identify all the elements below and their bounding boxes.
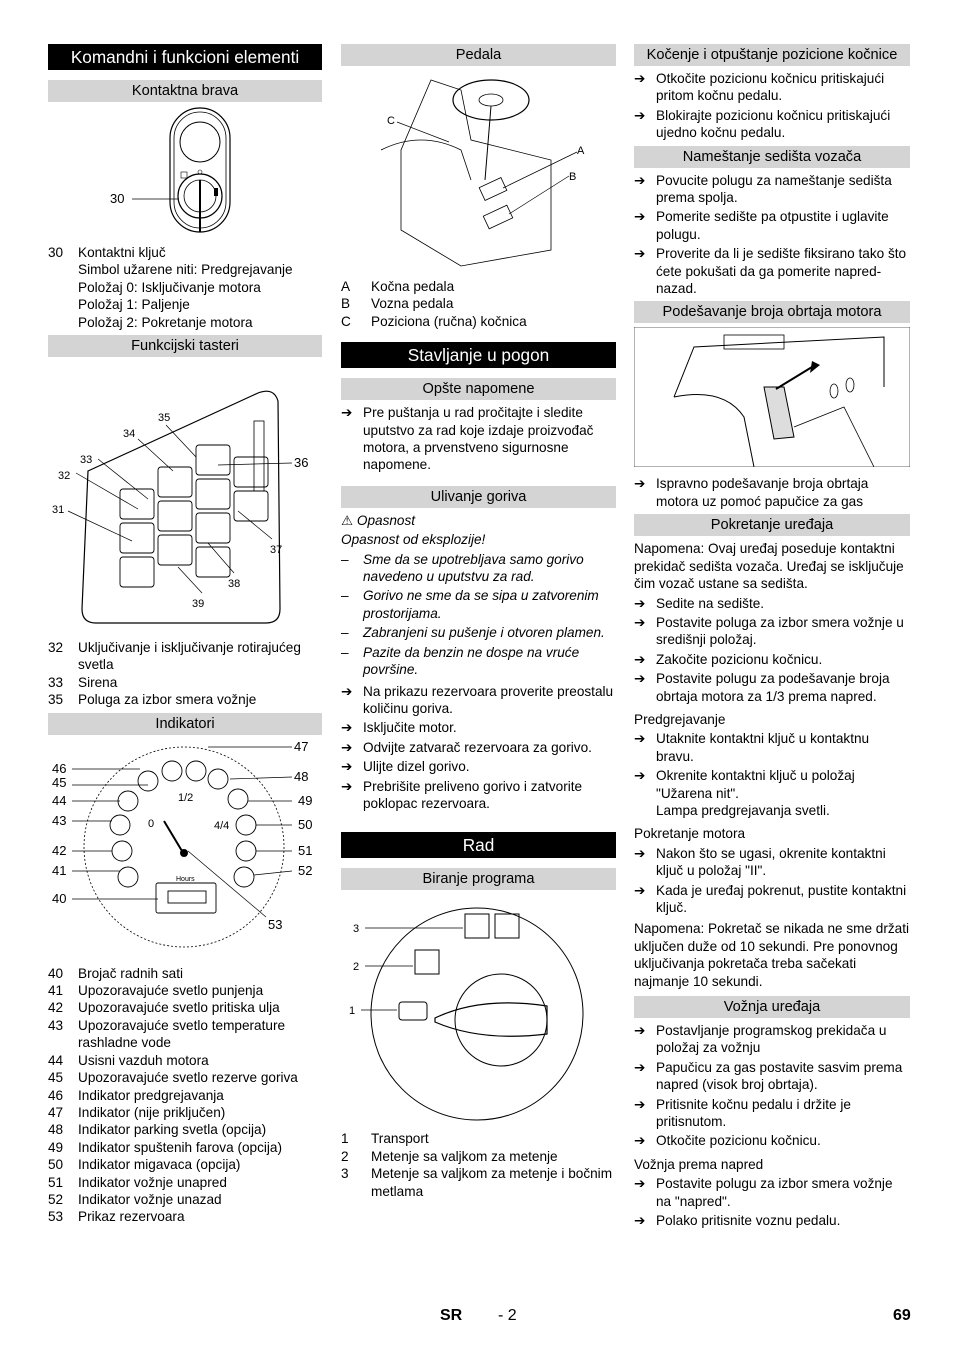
column-3 bbox=[634, 44, 910, 1234]
step-text: Okrenite kontaktni ključ u položaj "Užarena nit". Lampa predgrejavanja svetli. bbox=[656, 768, 855, 818]
legend-text: Kontaktni ključ Simbol užarene niti: Predgrejavanje Položaj 0: Isključivanje motora Položaj 1: Paljenje Položaj 2: Pokretanje motora bbox=[78, 245, 293, 330]
warning-text: Pazite da benzin ne dospe na vruće površine. bbox=[363, 644, 580, 678]
legend-text: Upozoravajuće svetlo punjenja bbox=[78, 983, 264, 999]
step-item bbox=[634, 670, 910, 705]
step-text: Isključite motor. bbox=[363, 720, 457, 736]
callout-3: 3 bbox=[353, 923, 360, 936]
arrow-icon: ➔ bbox=[634, 1133, 646, 1149]
legend-number: 40 bbox=[48, 965, 64, 981]
step-item bbox=[341, 778, 616, 813]
legend-number: 49 bbox=[48, 1139, 64, 1155]
step-item bbox=[634, 475, 910, 510]
arrow-icon: ➔ bbox=[634, 246, 646, 262]
legend-text: Indikator vožnje unapred bbox=[78, 1174, 227, 1190]
gauge-half-label: 1/2 bbox=[178, 791, 194, 804]
contact-lock-drawing bbox=[48, 106, 322, 236]
step-item bbox=[634, 245, 910, 297]
arrow-icon: ➔ bbox=[634, 614, 646, 630]
callout-a: A bbox=[577, 145, 585, 157]
step-text: Nakon što se ugasi, okrenite kontaktni ključ u položaj "II". bbox=[656, 845, 886, 879]
legend-item bbox=[48, 1104, 322, 1121]
engine-start-label: Pokretanje motora bbox=[634, 826, 746, 842]
danger-line bbox=[341, 512, 616, 529]
step-item bbox=[341, 683, 616, 718]
arrow-icon: ➔ bbox=[341, 739, 353, 755]
callout-c: C bbox=[387, 115, 395, 127]
step-item bbox=[634, 208, 910, 243]
callout-b: B bbox=[569, 171, 577, 183]
step-item bbox=[341, 739, 616, 756]
arrow-icon: ➔ bbox=[634, 71, 646, 86]
step-text: Utaknite kontaktni ključ u kontaktnu bravu. bbox=[656, 731, 870, 764]
legend-text: Poziciona (ručna) kočnica bbox=[371, 313, 527, 329]
legend-text: Upozoravajuće svetlo temperature rashladne vode bbox=[78, 1017, 286, 1051]
warning-item bbox=[341, 644, 616, 679]
callout-35: 35 bbox=[158, 412, 171, 425]
heading-indicators: Indikatori bbox=[48, 713, 322, 735]
legend-number: 42 bbox=[48, 1000, 64, 1016]
callout-48: 48 bbox=[294, 768, 309, 784]
legend-number: 44 bbox=[48, 1052, 64, 1068]
arrow-icon: ➔ bbox=[634, 882, 646, 898]
legend-item bbox=[341, 278, 616, 295]
engine-start-steps bbox=[634, 845, 910, 917]
legend-text: Indikator vožnje unazad bbox=[78, 1191, 222, 1207]
heading-fuel: Ulivanje goriva bbox=[341, 486, 616, 508]
legend-text: Usisni vazduh motora bbox=[78, 1052, 209, 1068]
legend-text: Sirena bbox=[78, 674, 118, 690]
legend-item bbox=[48, 1087, 322, 1104]
callout-30: 30 bbox=[110, 191, 125, 206]
arrow-icon: ➔ bbox=[634, 1176, 646, 1192]
legend-number: 30 bbox=[48, 245, 64, 260]
legend-text: Brojač radnih sati bbox=[78, 965, 184, 981]
legend-text: Indikator parking svetla (opcija) bbox=[78, 1122, 267, 1138]
warning-item bbox=[341, 624, 616, 641]
callout-47: 47 bbox=[294, 738, 309, 754]
callout-36: 36 bbox=[294, 455, 309, 471]
heading-pedals: Pedala bbox=[341, 44, 616, 66]
arrow-icon: ➔ bbox=[634, 1213, 646, 1229]
legend-number: 33 bbox=[48, 674, 64, 690]
function-keys-legend bbox=[48, 639, 322, 709]
figure-function-keys bbox=[48, 361, 322, 631]
heading-contact-lock: Kontaktna brava bbox=[48, 80, 322, 102]
legend-item bbox=[48, 1191, 322, 1208]
step-item bbox=[634, 614, 910, 649]
hours-label: Hours bbox=[176, 875, 195, 883]
step-text: Povucite polugu za nameštanje sedišta prema spolja. bbox=[656, 172, 892, 206]
step-text: Ispravno podešavanje broja obrtaja motora uz pomoć papučice za gas bbox=[656, 476, 869, 509]
callout-39: 39 bbox=[192, 598, 205, 611]
fuel-warnings bbox=[341, 551, 616, 679]
warning-icon: ⚠ bbox=[341, 512, 354, 528]
arrow-icon: ➔ bbox=[634, 845, 646, 861]
step-text: Pre puštanja u rad pročitajte i sledite uputstvo za rad koje izdaje proizvođač motora, a prvenstveno sigurnosne napomene. bbox=[363, 405, 594, 473]
step-text: Ulijte dizel gorivo. bbox=[363, 759, 470, 775]
legend-number: 51 bbox=[48, 1174, 64, 1190]
legend-item bbox=[48, 1208, 322, 1225]
legend-item bbox=[48, 965, 322, 982]
step-text: Papučicu za gas postavite sasvim prema napred (visok broj obrtaja). bbox=[656, 1059, 903, 1093]
arrow-icon: ➔ bbox=[634, 731, 646, 747]
legend-item bbox=[48, 1052, 322, 1069]
legend-number: 50 bbox=[48, 1157, 64, 1173]
forward-label: Vožnja prema napred bbox=[634, 1156, 764, 1172]
indicators-drawing bbox=[48, 739, 322, 957]
arrow-icon: ➔ bbox=[341, 759, 353, 775]
step-text: Otkočite pozicionu kočnicu. bbox=[656, 1133, 821, 1149]
heading-seat: Nameštanje sedišta vozača bbox=[634, 146, 910, 168]
preheat-steps bbox=[634, 730, 910, 819]
legend-text: Prikaz rezervoara bbox=[78, 1209, 185, 1225]
legend-text: Vozna pedala bbox=[371, 296, 454, 312]
legend-number: 2 bbox=[341, 1148, 349, 1164]
step-text: Otkočite pozicionu kočnicu pritiskajući pritom kočnu pedalu. bbox=[656, 71, 885, 104]
callout-41: 41 bbox=[52, 862, 67, 878]
legend-item bbox=[48, 999, 322, 1016]
callout-1: 1 bbox=[349, 1005, 356, 1018]
figure-indicators bbox=[48, 739, 322, 957]
arrow-icon: ➔ bbox=[341, 405, 353, 421]
step-text: Blokirajte pozicionu kočnicu pritiskajući ujedno kočnu pedalu. bbox=[656, 107, 891, 141]
figure-program-switch bbox=[341, 894, 616, 1122]
forward-steps bbox=[634, 1175, 910, 1229]
dash-mark: – bbox=[341, 551, 349, 567]
section-title-operation: Rad bbox=[341, 832, 616, 858]
danger-label: Opasnost bbox=[356, 512, 416, 528]
legend-text: Upozoravajuće svetlo pritiska ulja bbox=[78, 1000, 280, 1016]
legend-number: B bbox=[341, 296, 351, 312]
step-text: Postavite polugu za izbor smera vožnje na "napred". bbox=[656, 1176, 893, 1209]
legend-number: 53 bbox=[48, 1209, 64, 1225]
legend-item bbox=[48, 1156, 322, 1173]
arrow-icon: ➔ bbox=[634, 651, 646, 667]
step-text: Pomerite sedište pa otpustite i uglavite polugu. bbox=[656, 209, 889, 242]
step-item bbox=[634, 845, 910, 880]
starter-note: Napomena: Pokretač se nikada ne sme držati uključen duže od 10 sekundi. Pre ponovnog uključivanja pokretača treba sačekati najmanje 10 sekundi. bbox=[634, 921, 910, 989]
callout-51: 51 bbox=[298, 842, 313, 858]
legend-text: Poluga za izbor smera vožnje bbox=[78, 692, 257, 708]
callout-37: 37 bbox=[270, 544, 283, 557]
section-title-controls: Komandni i funkcioni elementi bbox=[48, 44, 322, 70]
callout-38: 38 bbox=[228, 578, 241, 591]
legend-item bbox=[48, 639, 322, 674]
legend-item bbox=[48, 674, 322, 691]
arrow-icon: ➔ bbox=[634, 1096, 646, 1112]
legend-text: Transport bbox=[371, 1131, 429, 1147]
rpm-steps bbox=[634, 475, 910, 510]
step-text: Kada je uređaj pokrenut, pustite kontaktni ključ. bbox=[656, 882, 907, 915]
step-text: Proverite da li je sedište fiksirano tako što ćete pokušati da ga pomerite napred-nazad. bbox=[656, 246, 907, 297]
step-text: Sedite na sedište. bbox=[656, 595, 765, 611]
step-item bbox=[634, 1132, 910, 1149]
legend-item bbox=[341, 1148, 616, 1165]
preheat-label: Predgrejavanje bbox=[634, 711, 726, 727]
legend-item bbox=[48, 1174, 322, 1191]
legend-text: Indikator migavaca (opcija) bbox=[78, 1157, 241, 1173]
callout-40: 40 bbox=[52, 890, 67, 906]
step-item bbox=[634, 1175, 910, 1210]
step-text: Odvijte zatvarač rezervoara za gorivo. bbox=[363, 739, 592, 755]
dash-mark: – bbox=[341, 588, 349, 604]
legend-item bbox=[48, 1017, 322, 1052]
step-item bbox=[634, 172, 910, 207]
pedals-drawing bbox=[341, 70, 616, 270]
callout-2: 2 bbox=[353, 961, 360, 974]
callout-34: 34 bbox=[123, 428, 136, 441]
heading-program-selection: Biranje programa bbox=[341, 868, 616, 890]
explosion-warning: Opasnost od eksplozije! bbox=[341, 532, 486, 548]
arrow-icon: ➔ bbox=[634, 595, 646, 611]
step-item bbox=[634, 107, 910, 142]
callout-52: 52 bbox=[298, 862, 313, 878]
step-text: Prebrišite preliveno gorivo i zatvorite poklopac rezervoara. bbox=[363, 778, 583, 811]
step-text: Na prikazu rezervoara proverite preostalu količinu goriva. bbox=[363, 683, 614, 716]
arrow-icon: ➔ bbox=[634, 1023, 646, 1039]
legend-text: Kočna pedala bbox=[371, 279, 455, 294]
legend-item bbox=[48, 982, 322, 999]
legend-text: Indikator spuštenih farova (opcija) bbox=[78, 1139, 283, 1155]
step-item bbox=[634, 730, 910, 765]
step-text: Polako pritisnite voznu pedalu. bbox=[656, 1213, 841, 1229]
footer-language: SR bbox=[440, 1307, 463, 1324]
step-item bbox=[634, 595, 910, 612]
start-steps bbox=[634, 595, 910, 705]
legend-number: 52 bbox=[48, 1191, 64, 1207]
step-item bbox=[341, 719, 616, 736]
callout-49: 49 bbox=[298, 792, 313, 808]
legend-text: Upozoravajuće svetlo rezerve goriva bbox=[78, 1070, 298, 1086]
step-item bbox=[634, 1059, 910, 1094]
section-title-startup: Stavljanje u pogon bbox=[341, 342, 616, 368]
footer-section-page: - 2 bbox=[498, 1307, 517, 1324]
indicators-legend bbox=[48, 965, 322, 1226]
drive-steps bbox=[634, 1022, 910, 1150]
legend-item bbox=[48, 1121, 322, 1138]
figure-pedals bbox=[341, 70, 616, 270]
contact-lock-legend bbox=[48, 244, 322, 331]
legend-number: 32 bbox=[48, 640, 64, 656]
step-text: Postavljanje programskog prekidača u položaj za vožnju bbox=[656, 1023, 887, 1056]
gauge-full-label: 4/4 bbox=[214, 819, 230, 832]
warning-text: Sme da se upotrebljava samo gorivo navedeno u uputstvu za rad. bbox=[363, 551, 584, 585]
legend-number: 35 bbox=[48, 692, 64, 708]
step-item bbox=[341, 404, 616, 474]
callout-45: 45 bbox=[52, 774, 67, 790]
legend-number: 3 bbox=[341, 1166, 349, 1182]
legend-number: 48 bbox=[48, 1122, 64, 1138]
program-legend bbox=[341, 1130, 616, 1200]
step-item bbox=[634, 1096, 910, 1131]
legend-number: 47 bbox=[48, 1104, 64, 1120]
legend-text: Indikator (nije priključen) bbox=[78, 1104, 226, 1120]
arrow-icon: ➔ bbox=[634, 1059, 646, 1075]
figure-rpm-lever bbox=[634, 327, 910, 467]
seat-steps bbox=[634, 172, 910, 298]
legend-item bbox=[341, 1165, 616, 1200]
callout-44: 44 bbox=[52, 792, 67, 808]
column-2 bbox=[341, 44, 616, 1204]
callout-31: 31 bbox=[52, 504, 65, 517]
arrow-icon: ➔ bbox=[341, 720, 353, 736]
arrow-icon: ➔ bbox=[634, 476, 646, 492]
legend-text: Uključivanje i isključivanje rotirajućeg svetla bbox=[78, 640, 301, 673]
legend-number: A bbox=[341, 279, 351, 294]
arrow-icon: ➔ bbox=[634, 107, 646, 123]
callout-42: 42 bbox=[52, 842, 67, 858]
dash-mark: – bbox=[341, 625, 349, 641]
arrow-icon: ➔ bbox=[634, 209, 646, 225]
function-keys-drawing bbox=[48, 361, 322, 631]
rpm-lever-drawing bbox=[634, 327, 910, 467]
callout-33: 33 bbox=[80, 454, 93, 467]
step-text: Postavite poluga za izbor smera vožnje u središnji položaj. bbox=[656, 614, 904, 648]
callout-46: 46 bbox=[52, 760, 67, 776]
step-item bbox=[634, 1212, 910, 1229]
arrow-icon: ➔ bbox=[634, 172, 646, 188]
legend-text: Metenje sa valjkom za metenje i bočnim metlama bbox=[371, 1166, 613, 1199]
page-footer bbox=[0, 1307, 954, 1329]
heading-drive: Vožnja uređaja bbox=[634, 996, 910, 1018]
legend-number: 41 bbox=[48, 983, 64, 999]
legend-number: 1 bbox=[341, 1131, 349, 1147]
heading-general-notes: Opšte napomene bbox=[341, 378, 616, 400]
gauge-zero-label: 0 bbox=[148, 817, 155, 830]
legend-number: 45 bbox=[48, 1070, 64, 1086]
step-item bbox=[634, 1022, 910, 1057]
callout-32: 32 bbox=[58, 470, 71, 483]
warning-item bbox=[341, 551, 616, 586]
step-item bbox=[634, 882, 910, 917]
column-1 bbox=[48, 44, 322, 1230]
heading-start-device: Pokretanje uređaja bbox=[634, 514, 910, 536]
legend-item bbox=[341, 313, 616, 330]
legend-number: C bbox=[341, 313, 351, 329]
callout-53: 53 bbox=[268, 916, 283, 932]
legend-item bbox=[341, 1130, 616, 1147]
step-text: Pritisnite kočnu pedalu i držite je pritisnutom. bbox=[656, 1096, 851, 1130]
legend-item bbox=[48, 691, 322, 708]
dash-mark: – bbox=[341, 644, 349, 660]
footer-page-number: 69 bbox=[893, 1307, 911, 1324]
step-item bbox=[634, 70, 910, 105]
warning-item bbox=[341, 587, 616, 622]
step-item bbox=[634, 767, 910, 819]
figure-contact-lock bbox=[48, 106, 322, 236]
seat-switch-note: Napomena: Ovaj uređaj poseduje kontaktni prekidač sedišta vozača. Uređaj se isključuje čim vozač ustane sa sedišta. bbox=[634, 541, 904, 592]
step-item bbox=[341, 758, 616, 775]
heading-brake: Kočenje i otpuštanje pozicione kočnice bbox=[634, 44, 910, 66]
legend-number: 43 bbox=[48, 1017, 64, 1033]
heading-function-keys: Funkcijski tasteri bbox=[48, 335, 322, 357]
legend-item bbox=[48, 244, 322, 331]
legend-text: Indikator predgrejavanja bbox=[78, 1087, 224, 1103]
warning-text: Gorivo ne sme da se sipa u zatvorenim prostorijama. bbox=[363, 588, 599, 621]
legend-text: Metenje sa valjkom za metenje bbox=[371, 1148, 558, 1164]
legend-number: 46 bbox=[48, 1087, 64, 1103]
step-text: Postavite polugu za podešavanje broja obrtaja motora za 1/3 prema napred. bbox=[656, 671, 890, 704]
callout-43: 43 bbox=[52, 812, 67, 828]
fuel-steps bbox=[341, 683, 616, 813]
arrow-icon: ➔ bbox=[341, 683, 353, 699]
legend-item bbox=[341, 295, 616, 312]
general-notes-steps bbox=[341, 404, 616, 474]
arrow-icon: ➔ bbox=[634, 671, 646, 687]
callout-50: 50 bbox=[298, 816, 313, 832]
step-text: Zakočite pozicionu kočnicu. bbox=[656, 651, 823, 667]
arrow-icon: ➔ bbox=[341, 778, 353, 794]
step-item bbox=[634, 651, 910, 668]
legend-item bbox=[48, 1069, 322, 1086]
heading-rpm: Podešavanje broja obrtaja motora bbox=[634, 301, 910, 323]
legend-item bbox=[48, 1139, 322, 1156]
brake-steps bbox=[634, 70, 910, 142]
program-switch-drawing bbox=[341, 894, 616, 1122]
pedals-legend bbox=[341, 278, 616, 330]
warning-text: Zabranjeni su pušenje i otvoren plamen. bbox=[363, 625, 605, 641]
arrow-icon: ➔ bbox=[634, 768, 646, 784]
